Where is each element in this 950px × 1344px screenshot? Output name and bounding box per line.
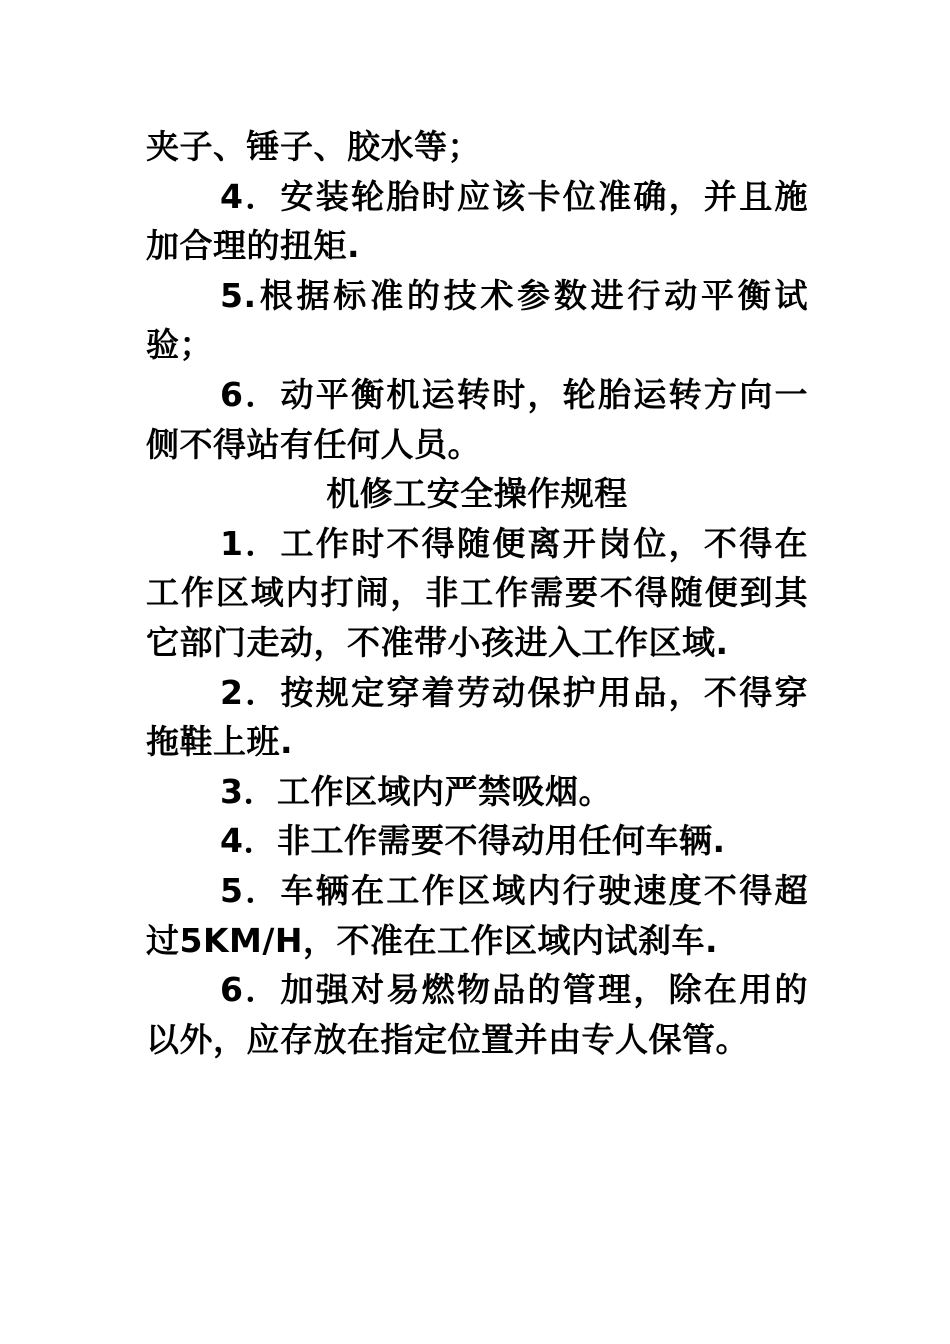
rule-item-4: 4．非工作需要不得动用任何车辆. [220, 821, 726, 861]
document-page [146, 122, 808, 1064]
paragraph-item-6: 6．动平衡机运转时，轮胎运转方向一侧不得站有任何人员。 [146, 374, 808, 464]
paragraph-item-4: 4．安装轮胎时应该卡位准确，并且施加合理的扭矩. [146, 176, 808, 266]
rule-item-2: 2．按规定穿着劳动保护用品，不得穿拖鞋上班. [146, 672, 808, 762]
rule-item-6: 6．加强对易燃物品的管理，除在用的以外，应存放在指定位置并由专人保管。 [146, 970, 808, 1059]
section-title: 机修工安全操作规程 [326, 474, 628, 514]
rule-item-3: 3．工作区域内严禁吸烟。 [220, 771, 612, 811]
paragraph-continued: 夹子、锤子、胶水等； [146, 127, 481, 166]
paragraph-item-5: 5.根据标准的技术参数进行动平衡试验； [146, 275, 808, 365]
rule-item-5: 5．车辆在工作区域内行驶速度不得超过5KM/H，不准在工作区域内试刹车. [146, 870, 808, 960]
rule-item-1: 1．工作时不得随便离开岗位，不得在工作区域内打闹，非工作需要不得随便到其它部门走动，不准带小孩进入工作区域. [146, 523, 808, 662]
